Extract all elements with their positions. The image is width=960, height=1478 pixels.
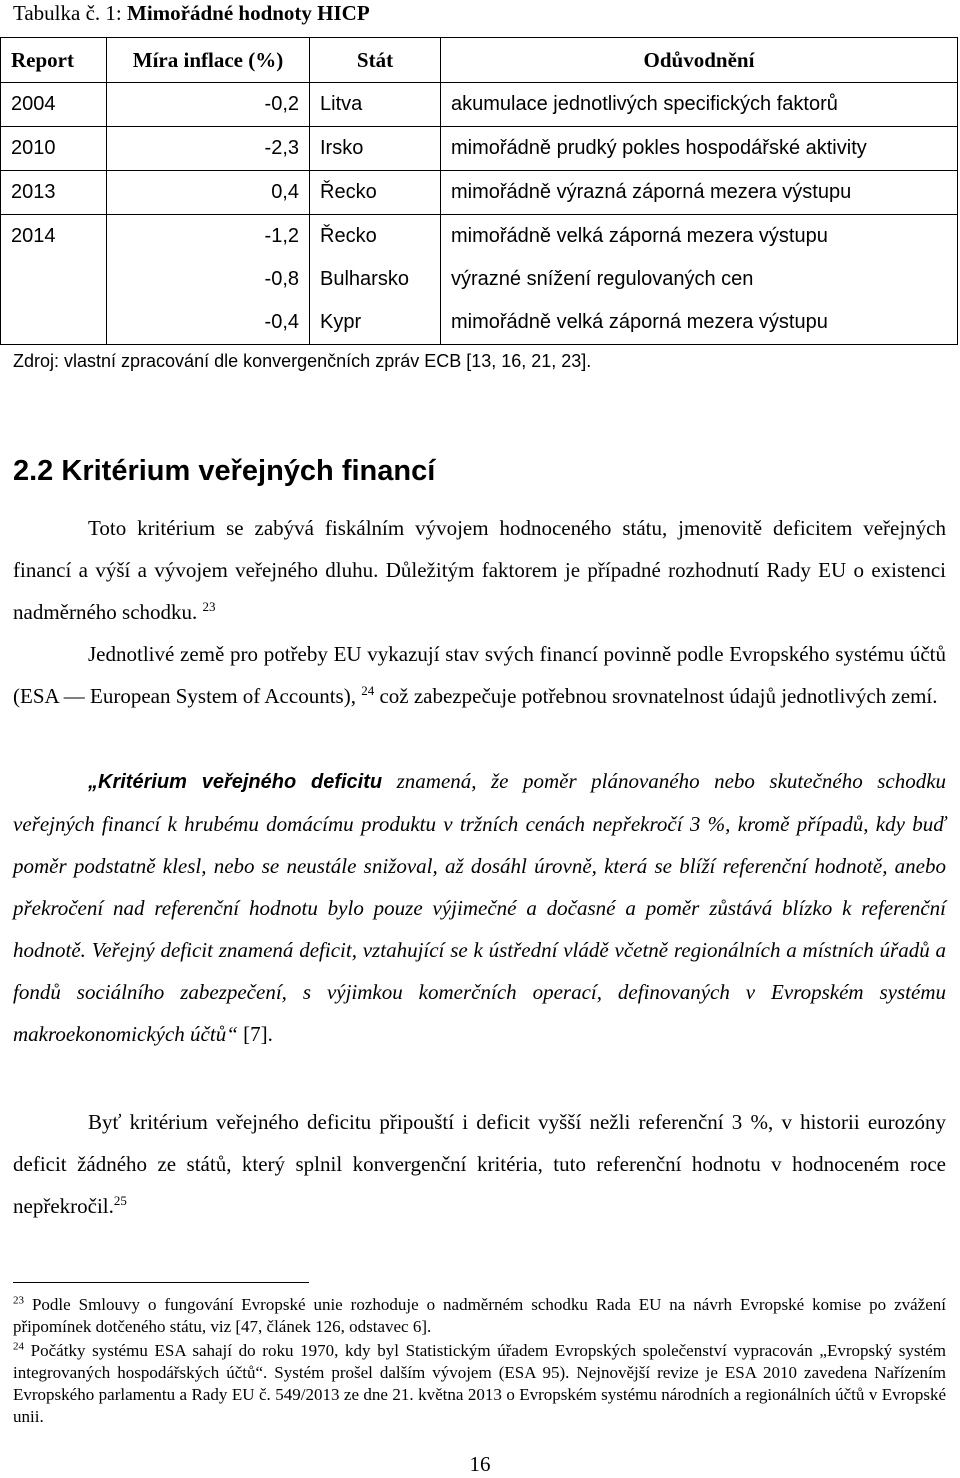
table-row	[1, 215, 958, 259]
cell-report: 2010	[1, 127, 107, 171]
section-heading: 2.2 Kritérium veřejných financí	[13, 455, 436, 487]
paragraph-1-text: Toto kritérium se zabývá fiskálním vývojem hodnoceného státu, jmenovitě deficitem veřejných financí a výší a vývojem veřejného dluhu. Důležitým faktorem je případné rozhodnutí Rady EU o existenci nadměrného schodku.	[13, 516, 946, 624]
caption-prefix: Tabulka č. 1:	[13, 1, 127, 25]
paragraph-2-text-b: což zabezpečuje potřebnou srovnatelnost údajů jednotlivých zemí.	[379, 684, 938, 708]
header-report: Report	[1, 38, 107, 83]
cell-reason: mimořádně velká záporná mezera výstupu	[441, 301, 958, 345]
paragraph-3-ref: [7].	[243, 1022, 273, 1046]
footnote-ref-25: 25	[113, 1193, 127, 1208]
table-row	[1, 301, 958, 345]
header-reason: Odůvodnění	[441, 38, 958, 83]
paragraph-3-open-quote: „	[88, 771, 98, 793]
header-state: Stát	[310, 38, 441, 83]
cell-reason: mimořádně výrazná záporná mezera výstupu	[441, 171, 958, 215]
table-header-row	[1, 38, 958, 83]
cell-reason: mimořádně velká záporná mezera výstupu	[441, 215, 958, 259]
cell-report: 2004	[1, 83, 107, 127]
cell-reason: mimořádně prudký pokles hospodářské aktivity	[441, 127, 958, 171]
cell-report: 2014	[1, 215, 107, 259]
paragraph-4-text: Byť kritérium veřejného deficitu připouští i deficit vyšší nežli referenční 3 %, v historii eurozóny deficit žádného ze států, který splnil konvergenční kritéria, tuto referenční hodnotu v hodnoceném roce nepřekročil.	[13, 1110, 946, 1218]
cell-inflation: 0,4	[107, 171, 310, 215]
footnote-24	[13, 1340, 946, 1428]
paragraph-1	[13, 507, 946, 633]
paragraph-3-text: znamená, že poměr plánovaného nebo skutečného schodku veřejných financí k hrubému domácímu produktu v tržních cenách nepřekročí 3 %, kromě případů, kdy buď poměr podstatně klesl, nebo se neustále snižoval, až dosáhl úrovně, která se blíží referenční hodnotě, anebo překročení nad referenční hodnotu bylo pouze výjimečné a dočasné a poměr zůstává blízko k referenční hodnotě. Veřejný deficit znamená deficit, vztahující se k ústřední vládě včetně regionálních a místních úřadů a fondů sociálního zabezpečení, s výjimkou komerčních operací, definovaných v Evropském systému makroekonomických účtů	[13, 769, 947, 1046]
hicp-table	[0, 37, 958, 345]
table-row	[1, 171, 958, 215]
cell-state: Irsko	[310, 127, 441, 171]
cell-inflation: -2,3	[107, 127, 310, 171]
table-row	[1, 127, 958, 171]
cell-inflation: -1,2	[107, 215, 310, 259]
cell-inflation: -0,4	[107, 301, 310, 345]
cell-inflation: -0,2	[107, 83, 310, 127]
cell-state: Řecko	[310, 171, 441, 215]
paragraph-2-text-a: Jednotlivé země pro potřeby EU vykazují stav svých financí povinně podle Evropského systému účtů (ESA — European System of Accounts),	[13, 642, 946, 708]
table-row	[1, 83, 958, 127]
cell-state: Řecko	[310, 215, 441, 259]
footnote-text: Počátky systému ESA sahají do roku 1970, kdy byl Statistickým úřadem Evropských společenství vypracován „Evropský systém integrovaných hospodářských účtů“. Systém prošel dalším vývojem (ESA 95). Nejnovější revize je ESA 2010 zavedena Nařízením Evropského parlamentu a Rady EU č. 549/2013 ze dne 21. května 2013 o Evropském systému národních a regionálních účtů v Evropské unii.	[13, 1341, 947, 1426]
cell-report	[1, 258, 107, 301]
paragraph-4	[13, 1101, 946, 1227]
cell-reason: výrazné snížení regulovaných cen	[441, 258, 958, 301]
table-source: Zdroj: vlastní zpracování dle konvergenčních zpráv ECB [13, 16, 21, 23].	[13, 351, 592, 371]
cell-inflation: -0,8	[107, 258, 310, 301]
footnote-23	[13, 1294, 946, 1338]
page-number: 16	[469, 1452, 491, 1476]
paragraph-2	[13, 633, 946, 717]
header-inflation: Míra inflace (%)	[107, 38, 310, 83]
paragraph-3-bold-term: Kritérium veřejného deficitu	[98, 771, 383, 793]
cell-state: Litva	[310, 83, 441, 127]
table-caption	[13, 0, 370, 26]
footnote-number: 24	[13, 1340, 24, 1353]
cell-report	[1, 301, 107, 345]
cell-state: Bulharsko	[310, 258, 441, 301]
footnote-ref-23: 23	[202, 599, 216, 614]
cell-reason: akumulace jednotlivých specifických faktorů	[441, 83, 958, 127]
footnote-separator	[13, 1282, 309, 1283]
cell-report: 2013	[1, 171, 107, 215]
table-row	[1, 258, 958, 301]
footnote-text: Podle Smlouvy o fungování Evropské unie rozhoduje o nadměrném schodku Rada EU na návrh Evropské komise po zvážení připomínek dotčeného státu, viz [47, článek 126, odstavec 6].	[13, 1295, 946, 1336]
footnote-number: 23	[13, 1294, 24, 1307]
cell-state: Kypr	[310, 301, 441, 345]
caption-title: Mimořádné hodnoty HICP	[127, 1, 370, 25]
paragraph-3	[13, 760, 946, 1055]
paragraph-3-close-quote: “	[226, 1022, 238, 1046]
footnote-ref-24: 24	[361, 683, 375, 698]
